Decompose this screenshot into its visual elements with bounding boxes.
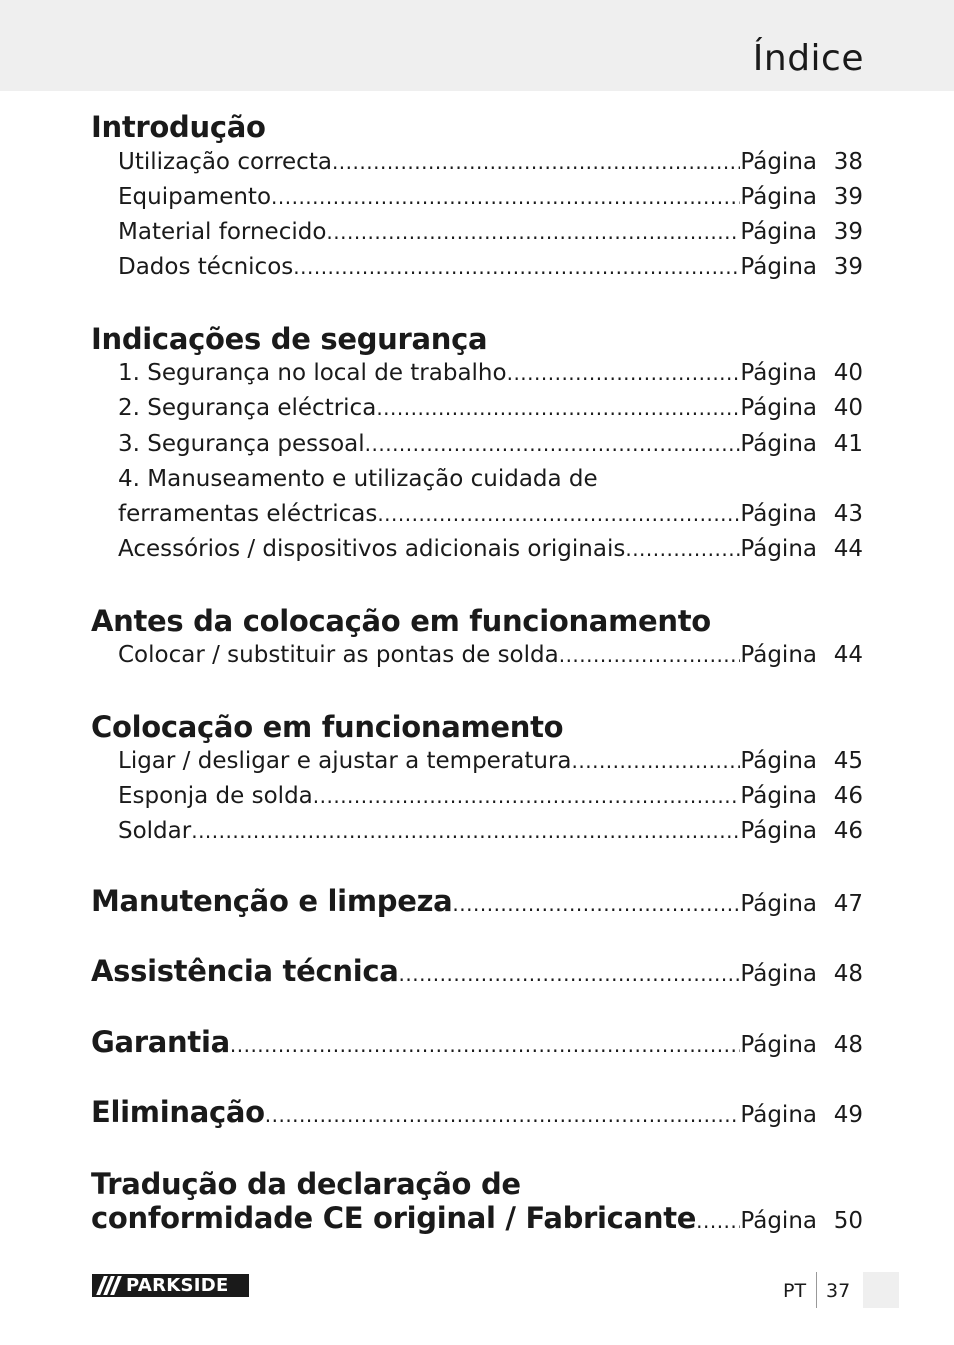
page-number-footer: 37 [826,1280,851,1302]
page-word: Página [740,783,817,809]
dot-leader [313,784,741,808]
page-word: Página [740,818,817,844]
toc-major-first-line[interactable]: Tradução da declaração de [91,1167,521,1201]
dot-leader [326,220,740,244]
toc-major-label: Manutenção e limpeza [91,884,453,918]
toc-entry-label: Colocar / substituir as pontas de solda [118,642,559,668]
page-word: Página [740,1032,817,1058]
toc-entry-label: 2. Segurança eléctrica [118,395,377,421]
page-word: Página [740,254,817,280]
section-title-colocacao-funcionamento: Colocação em funcionamento [91,710,564,744]
toc-major-label: Garantia [91,1025,230,1059]
toc-entry[interactable] [118,360,863,392]
dot-leader [271,185,740,209]
page-number: 49 [833,1102,863,1128]
toc-entry[interactable] [118,395,863,427]
toc-entry[interactable] [118,783,863,815]
dot-leader [452,892,740,916]
toc-entry-label: Ligar / desligar e ajustar a temperatura [118,748,572,774]
page-word: Página [740,184,817,210]
toc-major-entry[interactable] [91,1095,863,1135]
dot-leader [332,150,740,174]
toc-major-entry[interactable] [91,1025,863,1065]
toc-entry[interactable] [118,219,863,251]
logo-slashes-icon [92,1274,126,1297]
page-word: Página [740,961,817,987]
toc-entry-first-line[interactable]: 4. Manuseamento e utilização cuidada de [118,466,598,492]
toc-entry-label: Acessórios / dispositivos adicionais originais [118,536,626,562]
page-number: 39 [833,254,863,280]
page-word: Página [740,1102,817,1128]
page-number: 41 [833,431,863,457]
page-word: Página [740,149,817,175]
section-title-seguranca: Indicações de segurança [91,322,488,356]
toc-entry-label: 1. Segurança no local de trabalho [118,360,507,386]
toc-major-entry[interactable] [91,1201,863,1241]
page-word: Página [740,1208,817,1234]
page-word: Página [740,748,817,774]
page-number: 46 [833,818,863,844]
footer-divider [816,1272,817,1308]
toc-entry-label: Soldar [118,818,192,844]
brand-name: PARKSIDE [126,1275,229,1296]
dot-leader [376,396,740,420]
page-word: Página [740,536,817,562]
toc-entry[interactable] [118,254,863,286]
page-number: 48 [833,961,863,987]
page-title: Índice [752,38,864,79]
toc-entry[interactable] [118,431,863,463]
page-number: 40 [833,395,863,421]
section-title-antes-funcionamento: Antes da colocação em funcionamento [91,604,711,638]
dot-leader [559,643,741,667]
toc-entry-label: Equipamento [118,184,272,210]
toc-entry-label: Dados técnicos [118,254,294,280]
dot-leader [399,962,741,986]
language-code: PT [783,1280,807,1302]
page-number: 45 [833,748,863,774]
page-word: Página [740,360,817,386]
dot-leader [572,749,741,773]
page-number: 44 [833,536,863,562]
dot-leader [265,1103,741,1127]
dot-leader [625,537,740,561]
page-word: Página [740,431,817,457]
page-number: 40 [833,360,863,386]
page-number: 50 [833,1208,863,1234]
toc-major-entry[interactable] [91,884,863,924]
parkside-logo [92,1274,249,1297]
toc-entry[interactable] [118,642,863,674]
toc-major-label: Assistência técnica [91,954,399,988]
page-number: 44 [833,642,863,668]
dot-leader [696,1209,740,1233]
toc-entry-label: Esponja de solda [118,783,313,809]
toc-entry[interactable] [118,149,863,181]
toc-entry[interactable] [118,501,863,533]
footer-tab-marker [863,1272,899,1308]
toc-entry-label: Utilização correcta [118,149,332,175]
toc-major-label: Eliminação [91,1095,265,1129]
toc-entry[interactable] [118,536,863,568]
dot-leader [507,361,741,385]
toc-entry[interactable] [118,748,863,780]
dot-leader [293,255,740,279]
page-number: 38 [833,149,863,175]
page-word: Página [740,219,817,245]
dot-leader [377,502,740,526]
page-word: Página [740,891,817,917]
page-number: 43 [833,501,863,527]
toc-major-entry[interactable] [91,954,863,994]
dot-leader [191,819,740,843]
dot-leader [230,1033,741,1057]
toc-entry-label: ferramentas eléctricas [118,501,378,527]
toc-entry[interactable] [118,818,863,850]
page-word: Página [740,642,817,668]
page-word: Página [740,395,817,421]
toc-major-label: conformidade CE original / Fabricante [91,1201,697,1235]
section-title-introducao: Introdução [91,110,266,144]
dot-leader [365,432,741,456]
page-number: 39 [833,219,863,245]
page-word: Página [740,501,817,527]
page-number: 47 [833,891,863,917]
page-number: 46 [833,783,863,809]
page-number: 39 [833,184,863,210]
toc-entry-label: Material fornecido [118,219,327,245]
toc-entry-label: 3. Segurança pessoal [118,431,365,457]
page-number: 48 [833,1032,863,1058]
toc-entry[interactable] [118,184,863,216]
